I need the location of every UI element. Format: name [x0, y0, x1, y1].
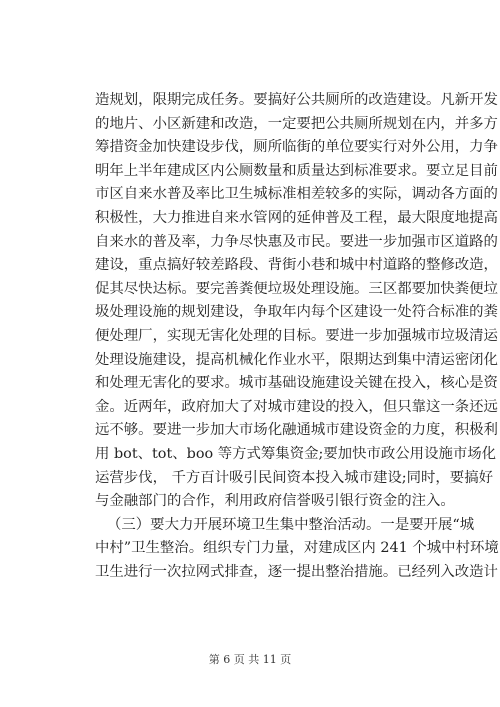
- text-line: 处理设施建设，提高机械化作业水平，限期达到集中清运密闭化: [95, 351, 498, 368]
- text-line: 的地片、小区新建和改造，一定要把公共厕所规划在内，并多方: [95, 115, 498, 132]
- text-line: 运营步伐， 千方百计吸引民间资本投入城市建设;同时，要搞好: [95, 469, 493, 486]
- text-line: 卫生进行一次拉网式排查，逐一提出整治措施。已经列入改造计: [95, 563, 498, 580]
- text-line: 明年上半年建成区内公厕数量和质量达到标准要求。要立足目前: [95, 162, 498, 179]
- text-line: 便处理厂，实现无害化处理的目标。要进一步加强城市垃圾清运: [95, 327, 498, 344]
- text-line: 促其尽快达标。要完善粪便垃圾处理设施。三区都要加快粪便垃: [95, 280, 498, 297]
- page-number: 第 6 页 共 11 页: [208, 653, 292, 666]
- text-line: 远不够。要进一步加大市场化融通城市建设资金的力度，积极利: [95, 422, 498, 439]
- text-line: 市区自来水普及率比卫生城标准相差较多的实际，调动各方面的: [95, 186, 498, 203]
- body-text: [95, 89, 499, 584]
- text-line: 中村”卫生整治。组织专门力量，对建成区内 241 个城中村环境: [95, 540, 499, 557]
- text-line: 自来水的普及率，力争尽快惠及市民。要进一步加强市区道路的: [95, 233, 498, 250]
- text-line: 积极性，大力推进自来水管网的延伸普及工程，最大限度地提高: [95, 209, 498, 226]
- text-line: 用 bot、tot、boo 等方式筹集资金;要加快市政公用设施市场化: [95, 445, 497, 462]
- page-footer: [0, 651, 500, 667]
- text-line: 与金融部门的合作，利用政府信誉吸引银行资金的注入。: [95, 493, 455, 510]
- text-line: 造规划，限期完成任务。要搞好公共厕所的改造建设。凡新开发: [95, 92, 498, 108]
- text-line: 建设，重点搞好较差路段、背街小巷和城中村道路的整修改造，: [95, 257, 498, 274]
- text-line: 金。近两年，政府加大了对城市建设的投入，但只靠这一条还远: [95, 398, 498, 415]
- text-line: 筹措资金加快建设步伐，厕所临街的单位要实行对外公用，力争: [95, 139, 498, 156]
- section-heading-line: （三）要大力开展环境卫生集中整治活动。一是要开展“城: [107, 516, 475, 533]
- text-line: 和处理无害化的要求。城市基础设施建设关键在投入，核心是资: [95, 375, 498, 392]
- text-line: 圾处理设施的规划建设，争取年内每个区建设一处符合标准的粪: [95, 304, 498, 321]
